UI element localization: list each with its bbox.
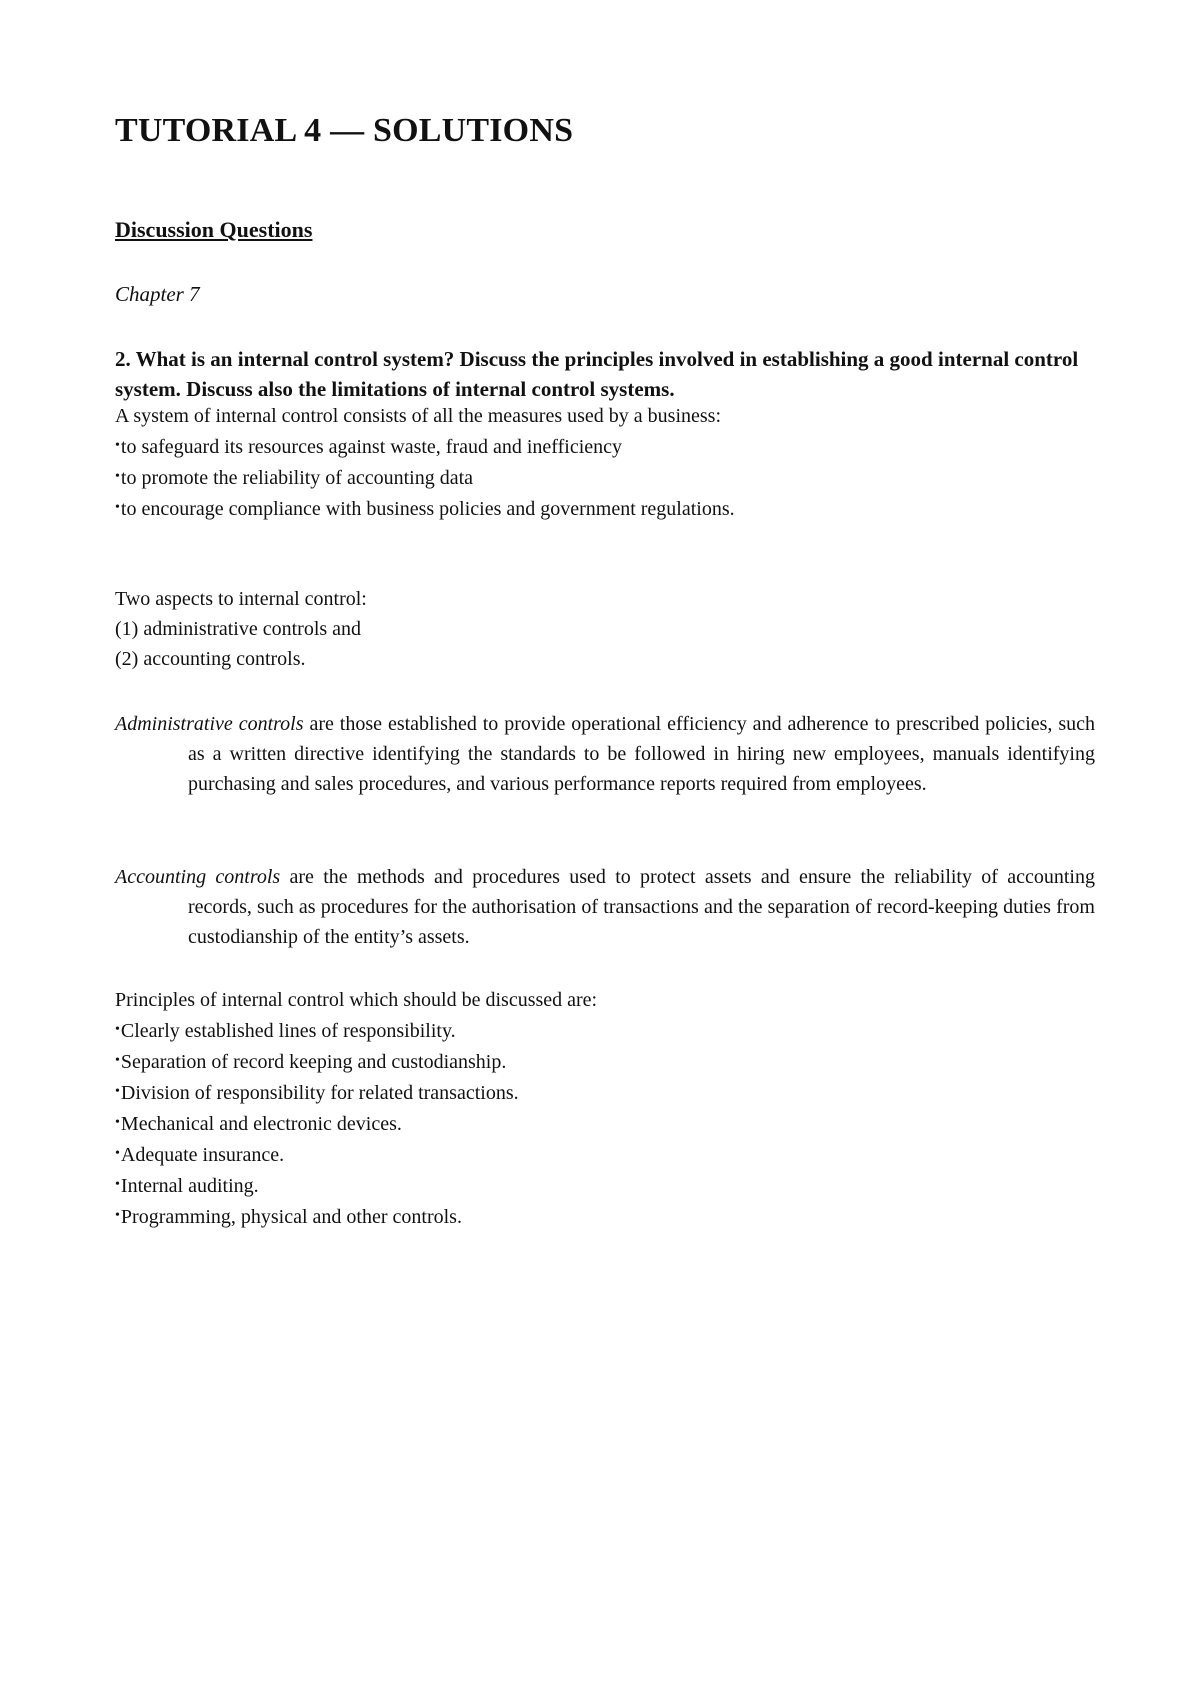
section-heading: Discussion Questions (115, 217, 313, 242)
question-text: 2. What is an internal control system? Discuss the principles involved in establishing a good internal control system. Discuss also the limitations of internal control systems. (115, 347, 1079, 401)
administrative-controls-paragraph (115, 709, 1095, 799)
bullet-icon: • (115, 1177, 120, 1192)
bullet-icon: • (115, 438, 120, 453)
list-item: •Internal auditing. (115, 1175, 259, 1197)
principles-intro: Principles of internal control which should be discussed are: (115, 989, 598, 1011)
accounting-controls-term: Accounting controls (115, 866, 281, 888)
bullet-icon: • (115, 1115, 120, 1130)
list-item: •Adequate insurance. (115, 1144, 285, 1166)
list-item: •Separation of record keeping and custodianship. (115, 1051, 507, 1073)
list-item: (1) administrative controls and (115, 618, 362, 640)
accounting-controls-text: are the methods and procedures used to protect assets and ensure the reliability of accounting records, such as procedures for the authorisation of transactions and the separation of record-keeping duties from custodianship of the entity’s assets. (188, 866, 1095, 948)
administrative-controls-text: are those established to provide operational efficiency and adherence to prescribed policies, such as a written directive identifying the standards to be followed in hiring new employees, manuals identifying purchasing and sales procedures, and various performance reports required from employees. (188, 713, 1096, 795)
page-title: TUTORIAL 4 — SOLUTIONS (115, 112, 574, 149)
bullet-icon: • (115, 1022, 120, 1037)
administrative-controls-term: Administrative controls (115, 713, 304, 735)
chapter-label: Chapter 7 (115, 282, 200, 306)
purposes-block (115, 401, 1095, 524)
list-item: •Clearly established lines of responsibility. (115, 1020, 456, 1042)
bullet-icon: • (115, 1053, 120, 1068)
intro-text: A system of internal control consists of all the measures used by a business: (115, 405, 722, 427)
bullet-icon: • (115, 1084, 120, 1099)
aspects-intro: Two aspects to internal control: (115, 588, 367, 610)
list-item: •Division of responsibility for related transactions. (115, 1082, 519, 1104)
bullet-icon: • (115, 469, 120, 484)
principles-block (115, 985, 1095, 1232)
list-item: •Mechanical and electronic devices. (115, 1113, 402, 1135)
bullet-icon: • (115, 500, 120, 515)
accounting-controls-paragraph (115, 862, 1095, 952)
list-item: •to safeguard its resources against waste, fraud and inefficiency (115, 436, 623, 458)
bullet-icon: • (115, 1146, 120, 1161)
list-item: •to promote the reliability of accounting data (115, 467, 474, 489)
bullet-icon: • (115, 1208, 120, 1223)
aspects-block (115, 584, 1095, 674)
list-item: •to encourage compliance with business policies and government regulations. (115, 498, 735, 520)
list-item: •Programming, physical and other controls. (115, 1206, 462, 1228)
list-item: (2) accounting controls. (115, 648, 306, 670)
